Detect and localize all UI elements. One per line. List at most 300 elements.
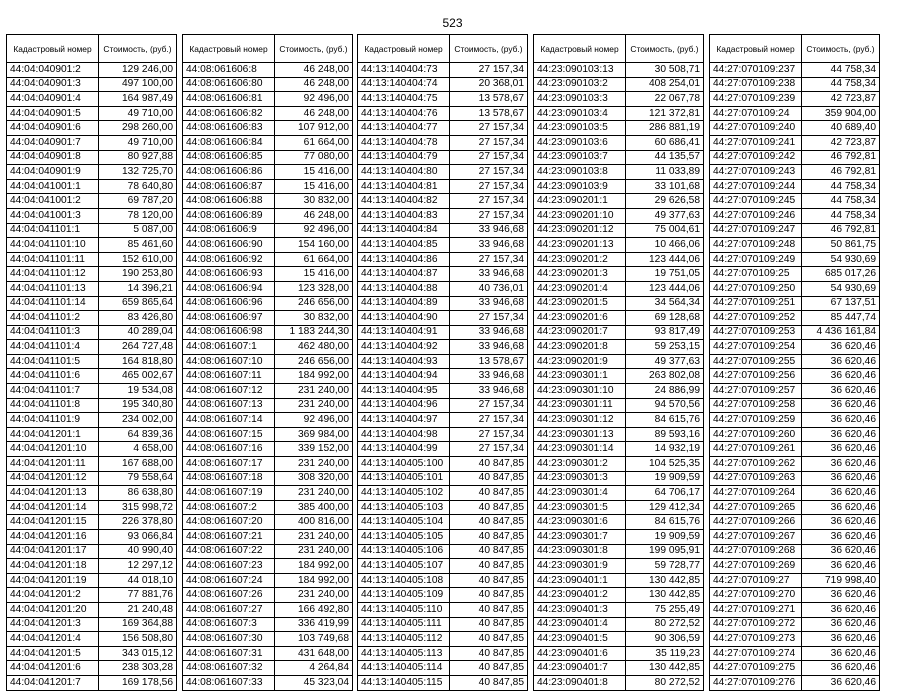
table-row xyxy=(183,369,353,384)
cadastral-number-cell: 44:04:041201:1 xyxy=(7,427,99,442)
cost-cell: 27 157,34 xyxy=(450,398,528,413)
cost-cell: 40 847,85 xyxy=(450,544,528,559)
table-header-row xyxy=(358,35,528,63)
cadastral-number-cell: 44:04:041001:3 xyxy=(7,208,99,223)
table-row xyxy=(183,471,353,486)
table-row xyxy=(534,427,704,442)
cost-cell: 1 183 244,30 xyxy=(275,325,353,340)
table-row xyxy=(183,238,353,253)
cost-cell: 5 087,00 xyxy=(99,223,177,238)
cadastral-number-cell: 44:04:040901:6 xyxy=(7,121,99,136)
cost-cell: 36 620,46 xyxy=(802,471,880,486)
cost-cell: 85 461,60 xyxy=(99,238,177,253)
table-row xyxy=(183,92,353,107)
cost-cell: 40 847,85 xyxy=(450,602,528,617)
cost-cell: 36 620,46 xyxy=(802,632,880,647)
table-row xyxy=(710,661,880,676)
cadastral-number-cell: 44:04:041201:5 xyxy=(7,646,99,661)
cost-cell: 54 930,69 xyxy=(802,281,880,296)
cost-cell: 44 758,34 xyxy=(802,208,880,223)
cadastral-number-cell: 44:27:070109:241 xyxy=(710,135,802,150)
cadastral-number-cell: 44:13:140404:88 xyxy=(358,281,450,296)
cadastral-number-cell: 44:04:041201:14 xyxy=(7,500,99,515)
cadastral-number-cell: 44:04:040901:9 xyxy=(7,165,99,180)
table-row xyxy=(358,150,528,165)
table-row xyxy=(358,311,528,326)
cost-table-2 xyxy=(182,34,353,691)
table-row xyxy=(710,63,880,78)
cadastral-number-cell: 44:27:070109:254 xyxy=(710,340,802,355)
cost-cell: 40 847,85 xyxy=(450,573,528,588)
table-row xyxy=(358,573,528,588)
cost-cell: 36 620,46 xyxy=(802,646,880,661)
table-row xyxy=(7,544,177,559)
cost-cell: 83 426,80 xyxy=(99,311,177,326)
cadastral-number-cell: 44:27:070109:269 xyxy=(710,559,802,574)
cost-cell: 231 240,00 xyxy=(275,486,353,501)
table-row xyxy=(534,106,704,121)
table-row xyxy=(358,135,528,150)
cost-cell: 40 847,85 xyxy=(450,617,528,632)
cadastral-number-cell: 44:04:041101:6 xyxy=(7,369,99,384)
table-row xyxy=(7,617,177,632)
table-row xyxy=(710,223,880,238)
table-row xyxy=(358,646,528,661)
cadastral-number-cell: 44:08:061607:22 xyxy=(183,544,275,559)
cadastral-number-cell: 44:08:061607:14 xyxy=(183,413,275,428)
cost-cell: 19 909,59 xyxy=(626,471,704,486)
cadastral-number-cell: 44:13:140404:92 xyxy=(358,340,450,355)
cadastral-number-cell: 44:08:061607:27 xyxy=(183,602,275,617)
table-row xyxy=(7,398,177,413)
cadastral-number-cell: 44:27:070109:257 xyxy=(710,384,802,399)
cost-cell: 497 100,00 xyxy=(99,77,177,92)
table-row xyxy=(534,238,704,253)
table-row xyxy=(7,573,177,588)
table-row xyxy=(534,646,704,661)
cost-cell: 164 818,80 xyxy=(99,354,177,369)
cost-cell: 46 792,81 xyxy=(802,223,880,238)
cadastral-number-cell: 44:08:061607:18 xyxy=(183,471,275,486)
table-row xyxy=(358,427,528,442)
cadastral-number-cell: 44:08:061606:85 xyxy=(183,150,275,165)
cadastral-number-cell: 44:27:070109:260 xyxy=(710,427,802,442)
table-row xyxy=(358,106,528,121)
table-row xyxy=(534,121,704,136)
cadastral-number-cell: 44:23:090103:9 xyxy=(534,179,626,194)
cadastral-number-cell: 44:04:041201:12 xyxy=(7,471,99,486)
cost-cell: 103 749,68 xyxy=(275,632,353,647)
cadastral-number-cell: 44:27:070109:27 xyxy=(710,573,802,588)
cost-cell: 190 253,80 xyxy=(99,267,177,282)
cadastral-number-cell: 44:27:070109:267 xyxy=(710,530,802,545)
table-header-row xyxy=(710,35,880,63)
table-row xyxy=(534,588,704,603)
table-row xyxy=(358,340,528,355)
table-row xyxy=(358,165,528,180)
table-row xyxy=(358,238,528,253)
cadastral-number-cell: 44:13:140405:103 xyxy=(358,500,450,515)
cadastral-number-cell: 44:27:070109:24 xyxy=(710,106,802,121)
cadastral-number-cell: 44:04:041201:7 xyxy=(7,675,99,690)
cost-cell: 238 303,28 xyxy=(99,661,177,676)
cadastral-number-cell: 44:23:090301:5 xyxy=(534,500,626,515)
cadastral-number-cell: 44:23:090301:7 xyxy=(534,530,626,545)
cost-cell: 40 847,85 xyxy=(450,515,528,530)
cost-cell: 10 466,06 xyxy=(626,238,704,253)
cadastral-number-cell: 44:27:070109:272 xyxy=(710,617,802,632)
cadastral-number-cell: 44:23:090103:13 xyxy=(534,63,626,78)
table-row xyxy=(710,135,880,150)
cost-cell: 36 620,46 xyxy=(802,384,880,399)
table-row xyxy=(534,617,704,632)
cadastral-number-cell: 44:27:070109:273 xyxy=(710,632,802,647)
cost-cell: 36 620,46 xyxy=(802,457,880,472)
cost-cell: 12 297,12 xyxy=(99,559,177,574)
table-row xyxy=(358,530,528,545)
cadastral-number-cell: 44:04:040901:2 xyxy=(7,63,99,78)
table-row xyxy=(710,646,880,661)
cost-cell: 27 157,34 xyxy=(450,442,528,457)
cost-cell: 44 135,57 xyxy=(626,150,704,165)
cost-cell: 77 080,00 xyxy=(275,150,353,165)
cost-cell: 93 817,49 xyxy=(626,325,704,340)
cadastral-number-cell: 44:13:140404:82 xyxy=(358,194,450,209)
table-row xyxy=(358,325,528,340)
cost-cell: 54 930,69 xyxy=(802,252,880,267)
table-row xyxy=(7,194,177,209)
cadastral-number-cell: 44:13:140404:95 xyxy=(358,384,450,399)
table-row xyxy=(358,63,528,78)
table-row xyxy=(183,588,353,603)
cadastral-number-cell: 44:04:041101:13 xyxy=(7,281,99,296)
cadastral-number-cell: 44:04:041201:16 xyxy=(7,530,99,545)
cost-cell: 40 847,85 xyxy=(450,471,528,486)
table-row xyxy=(7,413,177,428)
cadastral-number-cell: 44:04:040901:7 xyxy=(7,135,99,150)
table-row xyxy=(710,398,880,413)
table-row xyxy=(183,457,353,472)
cadastral-number-cell: 44:08:061607:17 xyxy=(183,457,275,472)
cost-table-3 xyxy=(357,34,528,691)
table-row xyxy=(534,252,704,267)
cost-cell: 36 620,46 xyxy=(802,398,880,413)
cadastral-number-cell: 44:27:070109:276 xyxy=(710,675,802,690)
cost-cell: 45 323,04 xyxy=(275,675,353,690)
cost-table-1 xyxy=(6,34,177,691)
cost-cell: 46 248,00 xyxy=(275,208,353,223)
cost-cell: 27 157,34 xyxy=(450,165,528,180)
table-row xyxy=(7,515,177,530)
table-row xyxy=(358,442,528,457)
table-row xyxy=(358,617,528,632)
header-cadastral-number: Кадастровый номер xyxy=(358,35,450,63)
table-row xyxy=(7,384,177,399)
cost-cell: 85 447,74 xyxy=(802,311,880,326)
cadastral-number-cell: 44:04:041201:3 xyxy=(7,617,99,632)
table-row xyxy=(7,135,177,150)
cost-cell: 169 178,56 xyxy=(99,675,177,690)
cost-cell: 184 992,00 xyxy=(275,573,353,588)
cadastral-number-cell: 44:04:041201:11 xyxy=(7,457,99,472)
cadastral-number-cell: 44:23:090301:6 xyxy=(534,515,626,530)
table-row xyxy=(534,340,704,355)
cadastral-number-cell: 44:23:090103:2 xyxy=(534,77,626,92)
cadastral-number-cell: 44:27:070109:246 xyxy=(710,208,802,223)
cost-cell: 27 157,34 xyxy=(450,252,528,267)
cost-cell: 132 725,70 xyxy=(99,165,177,180)
table-row xyxy=(7,471,177,486)
cadastral-number-cell: 44:13:140405:108 xyxy=(358,573,450,588)
cadastral-number-cell: 44:23:090103:8 xyxy=(534,165,626,180)
table-row xyxy=(710,413,880,428)
cost-cell: 36 620,46 xyxy=(802,486,880,501)
cost-cell: 40 847,85 xyxy=(450,486,528,501)
table-row xyxy=(358,675,528,690)
cadastral-number-cell: 44:08:061607:21 xyxy=(183,530,275,545)
cost-cell: 61 664,00 xyxy=(275,252,353,267)
table-row xyxy=(358,413,528,428)
table-row xyxy=(710,573,880,588)
cost-cell: 130 442,85 xyxy=(626,661,704,676)
table-row xyxy=(710,500,880,515)
table-row xyxy=(358,500,528,515)
cost-cell: 89 593,16 xyxy=(626,427,704,442)
cost-cell: 246 656,00 xyxy=(275,296,353,311)
cadastral-number-cell: 44:23:090401:1 xyxy=(534,573,626,588)
cost-cell: 40 847,85 xyxy=(450,661,528,676)
header-cost: Стоимость, (руб.) xyxy=(99,35,177,63)
table-row xyxy=(534,559,704,574)
cadastral-number-cell: 44:13:140404:96 xyxy=(358,398,450,413)
table-row xyxy=(710,442,880,457)
cadastral-number-cell: 44:08:061607:26 xyxy=(183,588,275,603)
cadastral-number-cell: 44:08:061607:31 xyxy=(183,646,275,661)
table-row xyxy=(183,194,353,209)
table-row xyxy=(183,544,353,559)
cost-cell: 385 400,00 xyxy=(275,500,353,515)
cost-cell: 40 847,85 xyxy=(450,675,528,690)
table-row xyxy=(7,106,177,121)
table-row xyxy=(183,530,353,545)
cadastral-number-cell: 44:27:070109:263 xyxy=(710,471,802,486)
cadastral-number-cell: 44:13:140404:78 xyxy=(358,135,450,150)
table-header-row xyxy=(7,35,177,63)
cadastral-number-cell: 44:23:090201:9 xyxy=(534,354,626,369)
table-row xyxy=(7,632,177,647)
table-row xyxy=(710,675,880,690)
table-row xyxy=(710,194,880,209)
cadastral-number-cell: 44:23:090401:2 xyxy=(534,588,626,603)
cost-cell: 40 289,04 xyxy=(99,325,177,340)
cost-cell: 36 620,46 xyxy=(802,661,880,676)
cadastral-number-cell: 44:08:061607:15 xyxy=(183,427,275,442)
cost-cell: 27 157,34 xyxy=(450,179,528,194)
table-row xyxy=(358,588,528,603)
table-row xyxy=(7,427,177,442)
table-row xyxy=(183,340,353,355)
cost-cell: 49 710,00 xyxy=(99,135,177,150)
table-row xyxy=(534,486,704,501)
cadastral-number-cell: 44:13:140404:74 xyxy=(358,77,450,92)
cost-cell: 169 364,88 xyxy=(99,617,177,632)
cadastral-number-cell: 44:13:140405:105 xyxy=(358,530,450,545)
table-row xyxy=(534,281,704,296)
cost-cell: 129 412,34 xyxy=(626,500,704,515)
cost-cell: 42 723,87 xyxy=(802,135,880,150)
cost-cell: 40 736,01 xyxy=(450,281,528,296)
cost-cell: 69 128,68 xyxy=(626,311,704,326)
cadastral-number-cell: 44:13:140405:111 xyxy=(358,617,450,632)
cadastral-number-cell: 44:04:041201:17 xyxy=(7,544,99,559)
cost-cell: 14 932,19 xyxy=(626,442,704,457)
table-row xyxy=(183,63,353,78)
cadastral-number-cell: 44:27:070109:253 xyxy=(710,325,802,340)
table-row xyxy=(358,194,528,209)
cost-cell: 27 157,34 xyxy=(450,121,528,136)
table-row xyxy=(183,559,353,574)
cadastral-number-cell: 44:04:040901:4 xyxy=(7,92,99,107)
table-row xyxy=(358,369,528,384)
cadastral-number-cell: 44:04:041101:10 xyxy=(7,238,99,253)
cadastral-number-cell: 44:08:061606:9 xyxy=(183,223,275,238)
cadastral-number-cell: 44:13:140404:81 xyxy=(358,179,450,194)
cadastral-number-cell: 44:04:041201:2 xyxy=(7,588,99,603)
cadastral-number-cell: 44:13:140405:114 xyxy=(358,661,450,676)
cadastral-number-cell: 44:13:140405:109 xyxy=(358,588,450,603)
table-row xyxy=(183,661,353,676)
cost-cell: 231 240,00 xyxy=(275,384,353,399)
cadastral-number-cell: 44:27:070109:258 xyxy=(710,398,802,413)
table-row xyxy=(710,559,880,574)
table-row xyxy=(534,311,704,326)
table-row xyxy=(358,384,528,399)
table-row xyxy=(534,223,704,238)
table-row xyxy=(7,208,177,223)
cadastral-number-cell: 44:04:041101:7 xyxy=(7,384,99,399)
cost-cell: 462 480,00 xyxy=(275,340,353,355)
header-cadastral-number: Кадастровый номер xyxy=(7,35,99,63)
table-row xyxy=(183,165,353,180)
cost-cell: 64 706,17 xyxy=(626,486,704,501)
cost-cell: 36 620,46 xyxy=(802,340,880,355)
table-row xyxy=(183,121,353,136)
cost-cell: 30 832,00 xyxy=(275,194,353,209)
table-row xyxy=(7,588,177,603)
header-cadastral-number: Кадастровый номер xyxy=(534,35,626,63)
cadastral-number-cell: 44:23:090201:12 xyxy=(534,223,626,238)
table-row xyxy=(183,135,353,150)
cost-cell: 286 881,19 xyxy=(626,121,704,136)
cost-cell: 61 664,00 xyxy=(275,135,353,150)
cost-cell: 184 992,00 xyxy=(275,369,353,384)
table-row xyxy=(710,471,880,486)
cadastral-number-cell: 44:04:041201:15 xyxy=(7,515,99,530)
table-row xyxy=(358,515,528,530)
cost-cell: 92 496,00 xyxy=(275,413,353,428)
cost-cell: 77 881,76 xyxy=(99,588,177,603)
cost-cell: 35 119,23 xyxy=(626,646,704,661)
header-cadastral-number: Кадастровый номер xyxy=(710,35,802,63)
cost-cell: 78 640,80 xyxy=(99,179,177,194)
cost-cell: 44 758,34 xyxy=(802,63,880,78)
cost-cell: 36 620,46 xyxy=(802,617,880,632)
table-row xyxy=(7,500,177,515)
cadastral-number-cell: 44:23:090103:6 xyxy=(534,135,626,150)
table-row xyxy=(183,632,353,647)
cost-cell: 369 984,00 xyxy=(275,427,353,442)
table-row xyxy=(358,398,528,413)
cadastral-number-cell: 44:13:140404:77 xyxy=(358,121,450,136)
cadastral-number-cell: 44:23:090301:4 xyxy=(534,486,626,501)
cost-cell: 46 248,00 xyxy=(275,77,353,92)
cost-cell: 44 758,34 xyxy=(802,194,880,209)
cadastral-number-cell: 44:27:070109:268 xyxy=(710,544,802,559)
cost-cell: 15 416,00 xyxy=(275,179,353,194)
cadastral-number-cell: 44:08:061606:97 xyxy=(183,311,275,326)
cost-table-4 xyxy=(533,34,704,691)
cadastral-number-cell: 44:13:140404:80 xyxy=(358,165,450,180)
cadastral-number-cell: 44:13:140404:79 xyxy=(358,150,450,165)
cost-cell: 27 157,34 xyxy=(450,427,528,442)
table-row xyxy=(7,486,177,501)
cadastral-number-cell: 44:27:070109:244 xyxy=(710,179,802,194)
cadastral-number-cell: 44:08:061606:89 xyxy=(183,208,275,223)
cost-cell: 431 648,00 xyxy=(275,646,353,661)
table-row xyxy=(358,223,528,238)
cost-cell: 36 620,46 xyxy=(802,530,880,545)
cost-cell: 75 255,49 xyxy=(626,602,704,617)
cadastral-number-cell: 44:08:061606:8 xyxy=(183,63,275,78)
cadastral-number-cell: 44:13:140404:99 xyxy=(358,442,450,457)
table-row xyxy=(710,340,880,355)
table-row xyxy=(534,194,704,209)
cadastral-number-cell: 44:23:090301:2 xyxy=(534,457,626,472)
cadastral-number-cell: 44:23:090201:10 xyxy=(534,208,626,223)
cost-cell: 36 620,46 xyxy=(802,675,880,690)
cost-cell: 107 912,00 xyxy=(275,121,353,136)
cost-cell: 30 508,71 xyxy=(626,63,704,78)
cadastral-number-cell: 44:23:090401:6 xyxy=(534,646,626,661)
cadastral-number-cell: 44:04:040901:8 xyxy=(7,150,99,165)
cost-cell: 40 847,85 xyxy=(450,646,528,661)
cadastral-number-cell: 44:04:041101:9 xyxy=(7,413,99,428)
cadastral-number-cell: 44:04:041201:4 xyxy=(7,632,99,647)
table-row xyxy=(183,150,353,165)
table-row xyxy=(534,92,704,107)
table-row xyxy=(7,325,177,340)
table-row xyxy=(358,281,528,296)
cost-cell: 465 002,67 xyxy=(99,369,177,384)
cost-cell: 231 240,00 xyxy=(275,588,353,603)
table-row xyxy=(183,77,353,92)
table-row xyxy=(710,77,880,92)
table-row xyxy=(7,150,177,165)
cost-cell: 60 686,41 xyxy=(626,135,704,150)
cadastral-number-cell: 44:04:041001:1 xyxy=(7,179,99,194)
cadastral-number-cell: 44:13:140404:75 xyxy=(358,92,450,107)
cost-cell: 152 610,00 xyxy=(99,252,177,267)
table-row xyxy=(710,92,880,107)
cost-cell: 80 272,52 xyxy=(626,617,704,632)
table-row xyxy=(534,471,704,486)
cost-cell: 15 416,00 xyxy=(275,267,353,282)
table-row xyxy=(534,413,704,428)
cadastral-number-cell: 44:08:061606:80 xyxy=(183,77,275,92)
cadastral-number-cell: 44:23:090301:13 xyxy=(534,427,626,442)
cost-cell: 36 620,46 xyxy=(802,500,880,515)
table-row xyxy=(183,617,353,632)
